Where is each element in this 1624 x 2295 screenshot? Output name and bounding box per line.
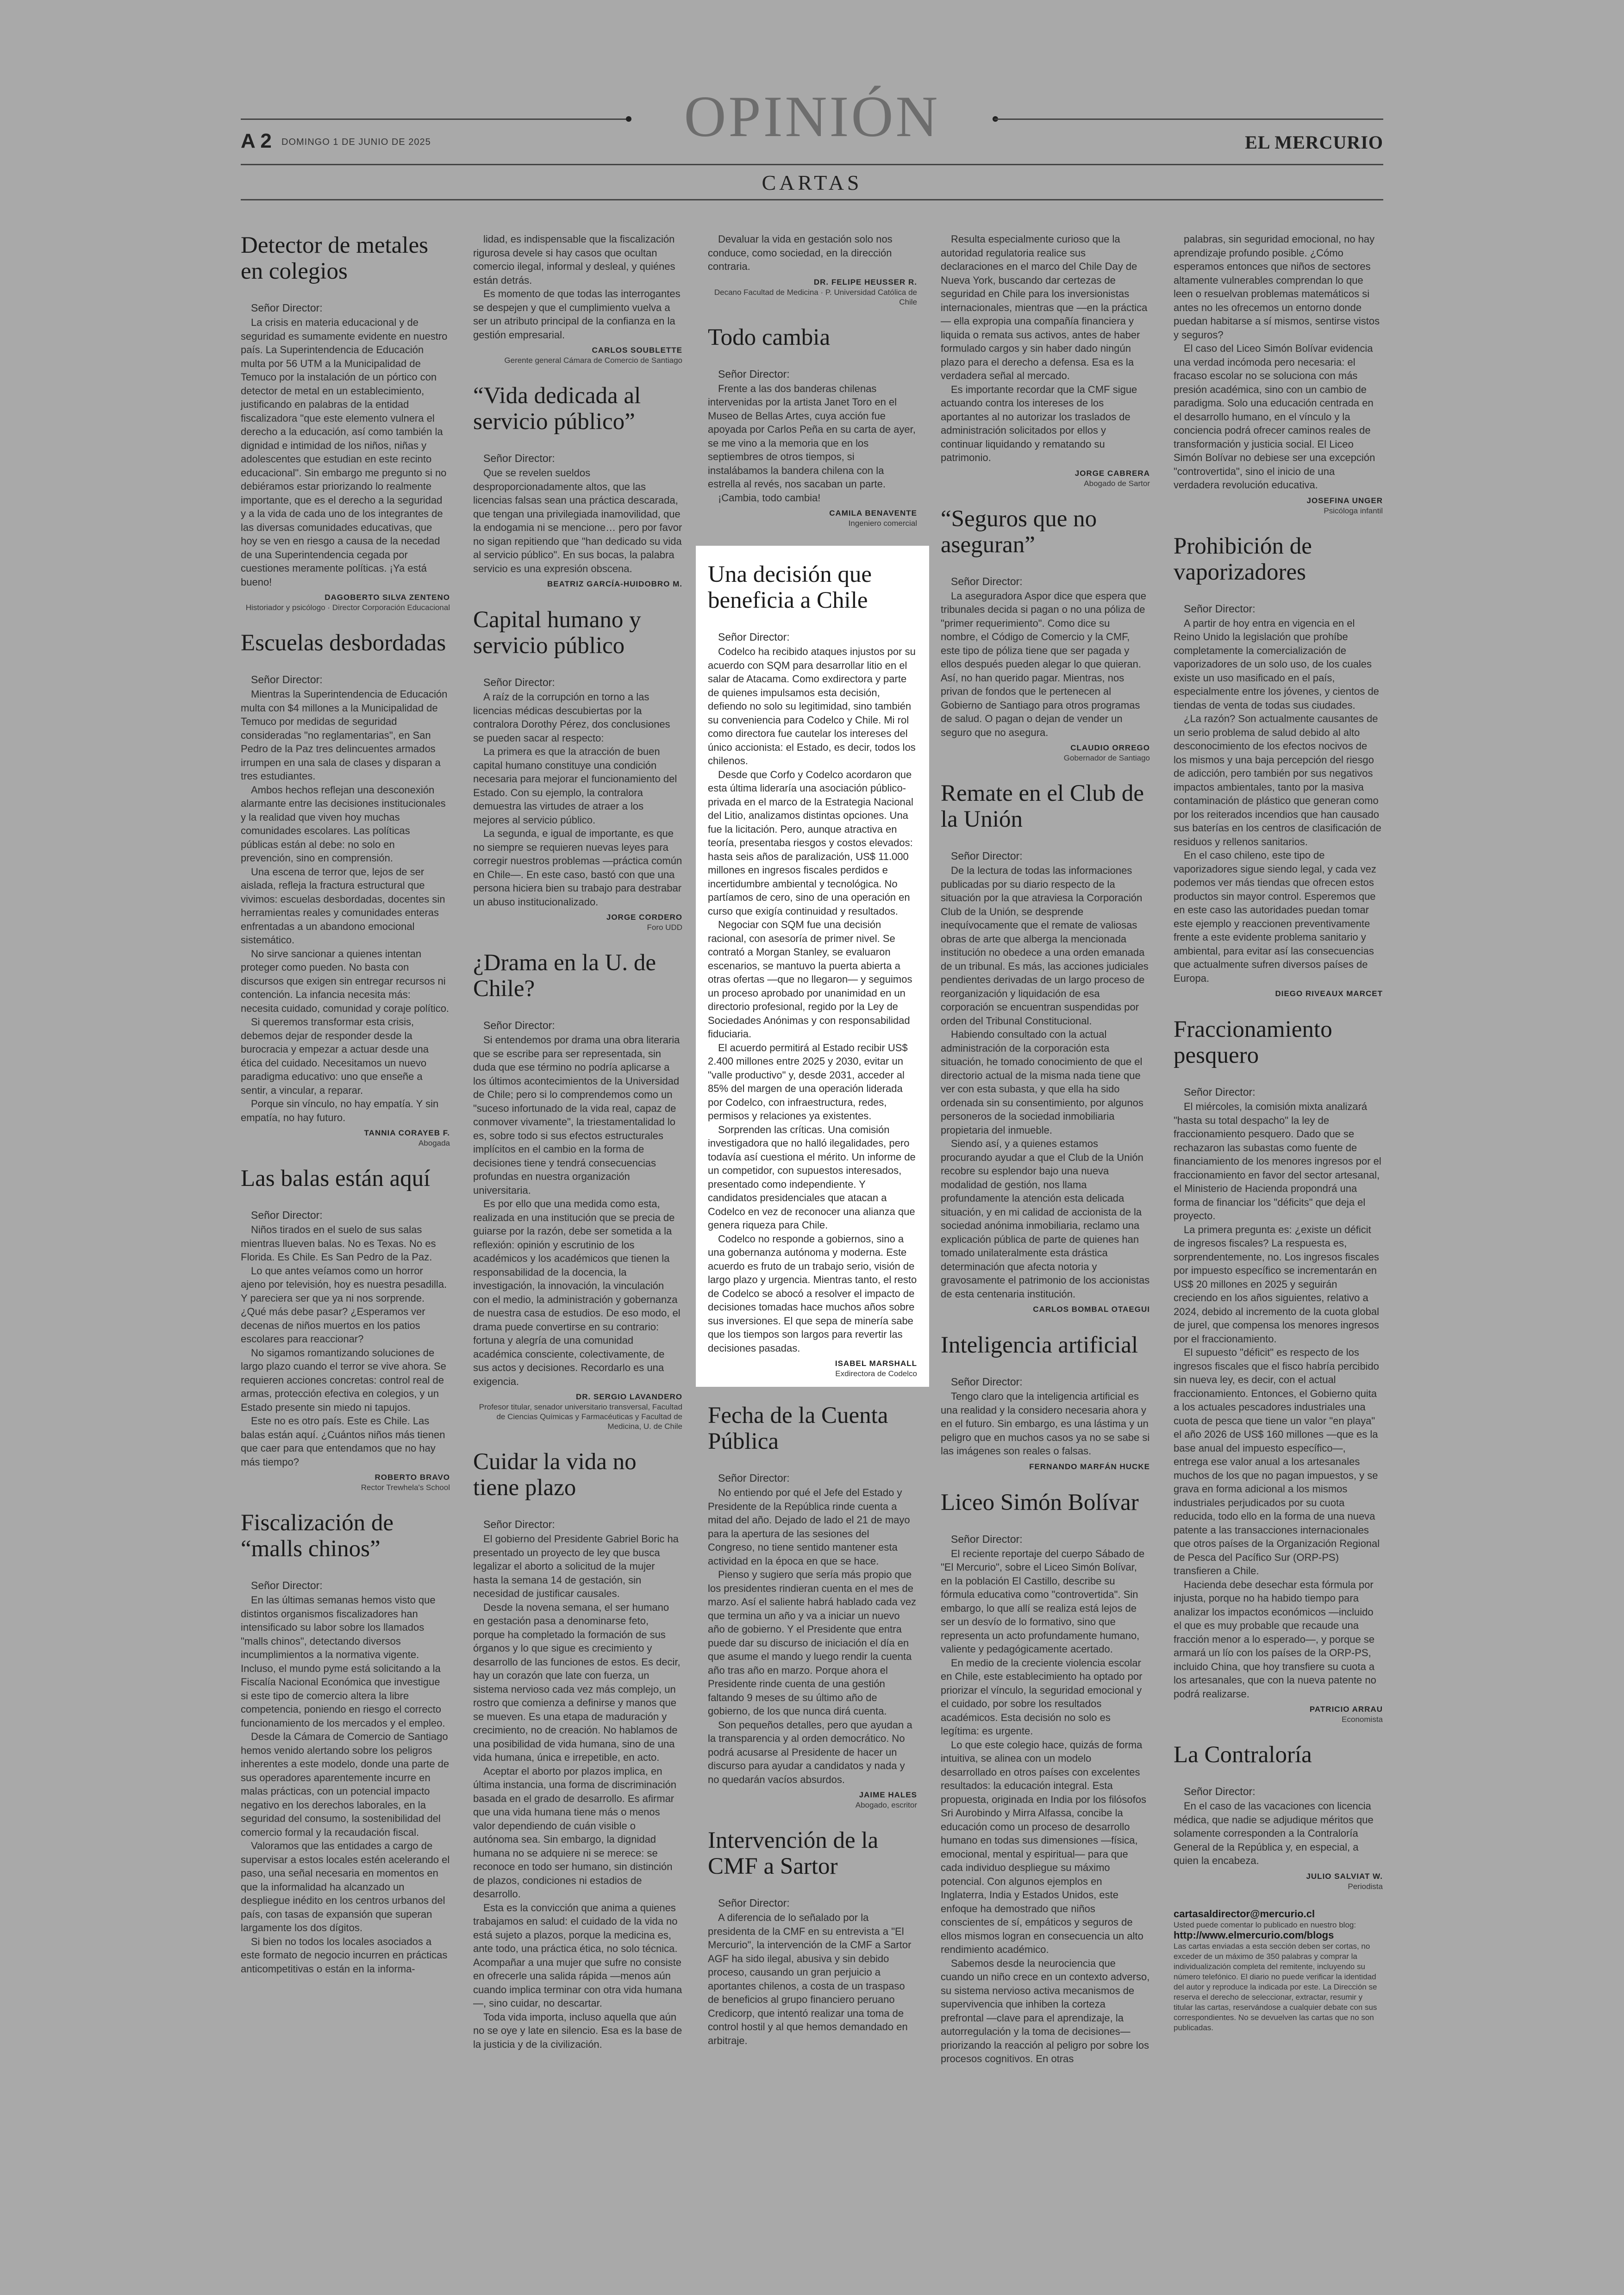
column-3 [708, 232, 917, 2065]
letter-affiliation: Abogada [418, 1139, 450, 1148]
letter-paragraph: Esta es la convicción que anima a quienes trabajamos en salud: el cuidado de la vida no está sujeto a plazos, porque la medicina es, ante todo, una práctica ética, no solo técnica. Acompañar a una mujer que sufre no consiste en ofrecerle una salida rápida —menos aún cuando implica terminar con otra vida humana—, sino cuidar, no descartar. [473, 1902, 682, 2009]
letter-paragraph: Toda vida importa, incluso aquella que aún no se oye y late en silencio. Esa es la base de la justicia y de la civilización. [473, 2011, 682, 2050]
letter-title: “Vida dedicada al servicio público” [473, 383, 641, 435]
letter-signature: ISABEL MARSHALL [835, 1359, 917, 1368]
letter-paragraph: Aceptar el aborto por plazos implica, en última instancia, una forma de discriminación basada en el grado de desarrollo. Es afirmar que una vida humana tiene más o menos valor dependiendo de cuán visible o autónoma sea. Sin embargo, la dignidad humana no se adquiere ni se merece: se reconoce en todo ser humano, sin distinción de plazos, condiciones ni estadios de desarrollo. [473, 1765, 676, 1900]
letter-paragraph: Niños tirados en el suelo de sus salas mientras llueven balas. No es Texas. No es Florida. Es Chile. Es San Pedro de la Paz. [241, 1224, 436, 1263]
letter-paragraph: Si entendemos por drama una obra literaria que se escribe para ser representada, sin duda que ese término no podría aplicarse a los últimos acontecimientos de la Universidad de Chile; pero si lo comprendemos como un "suceso infortunado de la vida real, capaz de conmover vivamente", la triestamentalidad lo es, sobre todo si sus efectos estructurales implícitos en el cambio en la forma de decisiones tiene y tendrá consecuencias profundas en nuestra organización universitaria. [473, 1034, 680, 1196]
column-2 [473, 232, 682, 2069]
letter-paragraph: Es por ello que una medida como esta, realizada en una institución que se precia de guiarse por la razón, debe ser sometida a la reflexión: opinión y escrutinio de los académicos y los académicos que tienen la responsabilidad de la docencia, la investigación, la innovación, la vinculación con el medio, la administración y gobernanza de nuestra casa de estudios. De eso modo, el drama puede convertirse en su contrario: fortuna y alegría de una comunidad académica consciente, colectivamente, de sus actos y decisiones. Recordarlo es una exigencia. [473, 1198, 681, 1387]
letter-signature: BEATRIZ GARCÍA-HUIDOBRO M. [547, 580, 682, 588]
letter-signature: JORGE CABRERA [1074, 468, 1150, 478]
header-rule-left [241, 118, 630, 120]
letter-paragraph: De la lectura de todas las informaciones publicadas por su diario respecto de la situación por la que atraviesa la Corporación Club de la Unión, se desprende inequívocamente que el remate de valiosas obras de arte que alberga la mencionada institución no obedece a una orden emanada de un tribunal. Es más, las acciones judiciales pendientes derivadas de un largo proceso de reorganización y liquidación de esa corporación se encuentran suspendidas por orden del Tribunal Constitucional. [941, 865, 1149, 1027]
letter [473, 383, 682, 589]
letter-paragraph: Habiendo consultado con la actual administración de la corporación esta situación, he tomado conocimiento de que el directorio actual de la misma nada tiene que ver con esta subasta, y que ella ha sido ordenada sin su consentimiento, por algunos personeros de la sociedad inmobiliaria propietaria del inmueble. [941, 1029, 1143, 1136]
letter-paragraph: Codelco ha recibido ataques injustos por su acuerdo con SQM para desarrollar litio en el salar de Atacama. Como exdirectora y parte de quienes impulsamos esta decisión, defiendo no solo su legitimidad, sino también su conveniencia para Codelco y Chile. Mi rol como directora fue cautelar los intereses del único accionista: el Estado, es decir, todos los chilenos. [708, 646, 916, 767]
letter-signature: CLAUDIO ORREGO [1070, 743, 1150, 752]
header-rule-full [241, 164, 1383, 165]
letter-title: Cuidar la vida no tiene plazo [473, 1449, 637, 1501]
letter-salutation: Señor Director: [483, 1518, 555, 1530]
letter-title: Una decisión que beneficia a Chile [708, 561, 872, 613]
letter-paragraph: Codelco no responde a gobiernos, sino a una gobernanza autónoma y moderna. Este acuerdo es fruto de un trabajo serio, visión de largo plazo y urgencia. Mientras tanto, el resto de Codelco se abocó a resolver el impacto de decisiones tomadas hace muchos años sobre sus inversiones. El que sepa de minería sabe que los tiempos son largos para revertir las decisiones pasadas. [708, 1233, 917, 1354]
letter-paragraph: Que se revelen sueldos desproporcionadamente altos, que las licencias falsas sean una práctica descarada, que tengan una privilegiada inamovilidad, que la endogamia ni se mencione… pero por favor no sigan repitiendo que "han dedicado su vida al servicio público". En sus bocas, la palabra servicio es una expresión obscena. [473, 467, 682, 574]
contact-email[interactable]: cartasaldirector@mercurio.cl [1174, 1908, 1315, 1920]
letter [473, 607, 682, 932]
letter-signature: DAGOBERTO SILVA ZENTENO [325, 593, 450, 602]
letter [1174, 1017, 1383, 1724]
letter-paragraph: Sorprenden las críticas. Una comisión investigadora que no halló ilegalidades, pero todavía así cuestiona el mérito. Un informe de un competidor, con supuestos interesados, presentado como independiente. Y candidatos presidenciales que atacan a Codelco en vez de reconocer una alianza que genera riqueza para Chile. [708, 1123, 916, 1231]
letter [708, 324, 917, 529]
letter-title: Remate en el Club de la Unión [941, 780, 1144, 832]
letter-affiliation: Gobernador de Santiago [1063, 754, 1150, 762]
letter-salutation: Señor Director: [718, 631, 790, 643]
letter-signature: DIEGO RIVEAUX MARCET [1275, 989, 1383, 998]
letter [473, 950, 682, 1431]
letter-paragraph: A raíz de la corrupción en torno a las licencias médicas descubiertas por la contralora Dorothy Pérez, dos conclusiones se pueden sacar al respecto: [473, 691, 670, 744]
letter [473, 232, 682, 365]
letter-salutation: Señor Director: [1184, 602, 1255, 615]
letter-signature: DR. FELIPE HEUSSER R. [813, 277, 917, 287]
letter-signature: ROBERTO BRAVO [375, 1473, 450, 1482]
blog-link[interactable]: http://www.elmercurio.com/blogs [1174, 1929, 1334, 1941]
letter-paragraph: A partir de hoy entra en vigencia en el Reino Unido la legislación que prohíbe completamente la comercialización de vaporizadores de un solo uso, de los cuales existe un uso masificado en el país, especialmente entre los jóvenes, y cientos de tiendas de venta de todas sus ciudades. [1174, 617, 1379, 711]
letter-paragraph: Sabemos desde la neurociencia que cuando un niño crece en un contexto adverso, su sistema nervioso activa mecanismos de supervivencia que inhiben la corteza prefrontal —clave para el aprendizaje, la autorregulación y la toma de decisiones— priorizando la reacción al peligro por sobre los procesos cognitivos. En otras [941, 1957, 1150, 2064]
letter-salutation: Señor Director: [951, 575, 1023, 587]
letter-signature: CARLOS BOMBAL OTAEGUI [1033, 1305, 1150, 1314]
letter-salutation: Señor Director: [483, 1019, 555, 1031]
letter-paragraph: Ambos hechos reflejan una desconexión alarmante entre las decisiones institucionales y la realidad que viven hoy muchas comunidades escolares. Las políticas públicas están al debe: no solo en prevención, sino en comprensión. [241, 784, 446, 864]
page-date: DOMINGO 1 DE JUNIO DE 2025 [281, 137, 431, 147]
letter-paragraph: Desde la Cámara de Comercio de Santiago hemos venido alertando sobre los peligros inherentes a este modelo, donde una parte de sus operadores aparentemente incurre en malas prácticas, con un potencial impacto negativo en los derechos laborales, en la seguridad del consumo, la sostenibilidad del comercio formal y la recaudación fiscal. [241, 1731, 450, 1838]
featured-letter [696, 546, 929, 1387]
letter-paragraph: La primera pregunta es: ¿existe un déficit de ingresos fiscales? La respuesta es, sorprendentemente, no. Los ingresos fiscales por impuesto específico se incrementarán en US$ 20 millones en 2025 y seguirán creciendo en los años siguientes, relativo a 2024, debido al incremento de la cuota global de jurel, que compensa los menores ingresos por el fraccionamiento. [1174, 1223, 1379, 1345]
letter-paragraph: No sigamos romantizando soluciones de largo plazo cuando el terror se vive ahora. Se requieren acciones concretas: control real de armas, protección efectiva en colegios, y un Estado presente sin miedo ni tapujos. [241, 1347, 446, 1413]
letter-salutation: Señor Director: [951, 1533, 1023, 1545]
letter [1174, 533, 1383, 999]
letter-paragraph: Siendo así, y a quienes estamos procurando ayudar a que el Club de la Unión recobre su esplendor bajo una nueva modalidad de gestión, nos llama profundamente la atención esta delicada situación, y en mi calidad de accionista de la sociedad anónima inmobiliaria, reclamo una explicación pública de parte de quienes han tomado unilateralmente esta drástica determinación que afecta notoria y gravosamente el patrimonio de los accionistas de esta centenaria institución. [941, 1138, 1150, 1300]
letter-affiliation: Profesor titular, senador universitario transversal, Facultad de Ciencias Químicas y Farmacéuticas y Facultad de Medicina, U. de Chile [479, 1403, 682, 1431]
letter [241, 1166, 450, 1492]
letter-signature: TANNIA CORAYEB F. [364, 1129, 450, 1137]
letter-title: Todo cambia [708, 324, 831, 350]
letter [941, 506, 1150, 763]
letter-title: La Contraloría [1174, 1742, 1312, 1768]
column-4 [941, 232, 1150, 2083]
letter-salutation: Señor Director: [718, 1472, 790, 1484]
letter-paragraph: Tengo claro que la inteligencia artificial es una realidad y la considero necesaria ahora y en el futuro. Sin embargo, es una lástima y un peligro que en muchos casos ya no se sabe si las imágenes son reales o falsas. [941, 1391, 1150, 1457]
letter [1174, 232, 1383, 516]
letter-affiliation: Ingeniero comercial [848, 519, 917, 528]
letter-title: Fecha de la Cuenta Pública [708, 1403, 888, 1454]
letter-salutation: Señor Director: [1184, 1785, 1255, 1797]
letter-title: Prohibición de vaporizadores [1174, 533, 1312, 585]
letter-paragraph: El gobierno del Presidente Gabriel Boric ha presentado un proyecto de ley que busca legalizar el aborto a solicitud de la mujer hasta la semana 14 de gestación, sin necesidad de justificar causales. [473, 1533, 679, 1599]
letter [941, 1490, 1150, 2066]
letter-affiliation: Exdirectora de Codelco [835, 1369, 917, 1378]
letter-signature: JULIO SALVIAT W. [1306, 1871, 1383, 1881]
letter-paragraph: En el caso chileno, este tipo de vaporizadores sigue siendo legal, y cada vez podemos ver más tiendas que ofrecen estos productos sin mayor control. Esperemos que en este caso las autoridades puedan tomar este ejemplo y reaccionen preventivamente frente a este evidente problema sanitario y ambiental, para evitar así las consecuencias que actualmente sufren diversos países de Europa. [1174, 849, 1376, 984]
letter-salutation: Señor Director: [951, 850, 1023, 862]
letter [941, 780, 1150, 1315]
letter-paragraph: Resulta especialmente curioso que la autoridad regulatoria realice sus declaraciones en el marco del Chile Day de Nueva York, buscando dar certezas de seguridad en Chile para los inversionistas internacionales, mientras que —en la práctica— ella expropia una compañía financiera y liquida o remata sus activos, antes de haber formulado cargos y sin haber dado ningún plazo para el derecho a defensa. Esa es la verdadera señal al mercado. [941, 233, 1148, 381]
letter-signature: JOSEFINA UNGER [1306, 496, 1383, 505]
letter-affiliation: Abogado de Sartor [1084, 479, 1150, 488]
letter-paragraph: palabras, sin seguridad emocional, no hay aprendizaje profundo posible. ¿Cómo esperamos entonces que niños de sectores altamente vulnerables comprendan lo que leen o resuelvan problemas matemáticos si antes no les ofrecemos un entorno donde puedan habitarse a sí mismos, sentirse vistos y seguros? [1174, 233, 1380, 341]
letter-paragraph: Hacienda debe desechar esta fórmula por injusta, porque no ha habido tiempo para analizar los impactos económicos —incluido el que es muy probable que recaude una fracción menor a lo esperado—, y porque se armará un lío con los países de la ORP-PS, incluido China, que hoy transfiere su cuota a los artesanales, que con la nueva patente no podrá realizarse. [1174, 1578, 1376, 1700]
letter-paragraph: La primera es que la atracción de buen capital humano constituye una condición necesaria para mejorar el funcionamiento del Estado. Con su ejemplo, la contralora demuestra las virtudes de atraer a los mejores al servicio público. [473, 746, 677, 826]
letter-paragraph: Si queremos transformar esta crisis, debemos dejar de responder desde la burocracia y empezar a actuar desde una ética del cuidado. Necesitamos un nuevo paradigma educativo: uno que enseñe a sentir, a vincular, a reparar. [241, 1016, 429, 1096]
letter-title: Liceo Simón Bolívar [941, 1489, 1139, 1515]
letter-salutation: Señor Director: [251, 1579, 323, 1591]
letter-paragraph: Negociar con SQM fue una decisión racional, con asesoría de primer nivel. Se contrató a Morgan Stanley, se evaluaron escenarios, se mantuvo la puerta abierta a otras ofertas —que no llegaron— y seguimos un proceso aprobado por unanimidad en un directorio profesional, regido por la Ley de Sociedades Anónimas y con responsabilidad fiduciaria. [708, 919, 912, 1040]
letter-paragraph: ¿La razón? Son actualmente causantes de un serio problema de salud debido al alto desconocimiento de los efectos nocivos de los mismos y una baja percepción del riesgo de adicción, pero también por sus negativos impactos ambientales, tanto por la masiva contaminación de plástico que generan como por los reiterados incendios que han causado sus baterías en los centros de clasificación de residuos y rellenos sanitarios. [1174, 713, 1381, 848]
letter [473, 1449, 682, 2051]
letter-paragraph: lidad, es indispensable que la fiscalización rigurosa devele si hay casos que ocultan comercio ilegal, informal y desleal, y quiénes están detrás. [473, 233, 675, 286]
letter-title: Fiscalización de “malls chinos” [241, 1510, 394, 1562]
letter-paragraph: Frente a las dos banderas chilenas intervenidas por la artista Janet Toro en el Museo de Bellas Artes, cuya acción fue apoyada por Carlos Peña en su carta de ayer, se me vino a la memoria que en los septiembres de otros tiempos, si instalábamos la bandera chilena con la estrella al revés, nos sacaban un parte. [708, 382, 916, 490]
letter-signature: DR. SERGIO LAVANDERO [576, 1392, 682, 1401]
letter-title: Las balas están aquí [241, 1166, 431, 1191]
letter-title: Escuelas desbordadas [241, 630, 446, 656]
page-number: A 2 [241, 130, 272, 152]
letter-signature: JAIME HALES [859, 1790, 917, 1799]
letter-paragraph: Lo que este colegio hace, quizás de forma intuitiva, se alinea con un modelo desarrollado en otros países con excelentes resultados: la educación integral. Esta propuesta, originada en India por los filósofos Sri Aurobindo y Mirra Alfassa, concibe la educación como un proceso de desarrollo humano en todas sus dimensiones —física, emocional, mental y espiritual— para que cada individuo despliegue su máximo potencial. Con algunos ejemplos en Inglaterra, India y Estados Unidos, este enfoque ha demostrado que niños conscientes de sí, empáticos y seguros de ellos mismos logran en consecuencia un alto rendimiento académico. [941, 1739, 1146, 1955]
letter-paragraph: La crisis en materia educacional y de seguridad es sumamente evidente en nuestro país. La Superintendencia de Educación multa por 56 UTM a la Municipalidad de Temuco por la instalación de un pórtico con detector de metal en un establecimiento, justificando en palabras de la entidad fiscalizadora "que este elemento vulnera el derecho a la educación, así como también la dignidad e intimidad de los niños, niñas y adolescentes que estudian en este recinto educacional". Sin embargo me pregunto si no debiéramos estar priorizando lo realmente importante, que es el derecho a la seguridad y a la vida de cada uno de los integrantes de las diversas comunidades educativas, que hoy se ven en riesgo a causa de la necedad de una Superintendencia cegada por cuestiones meramente políticas. ¡Ya está bueno! [241, 317, 448, 588]
letter [941, 232, 1150, 488]
letter-paragraph: Una escena de terror que, lejos de ser aislada, refleja la fractura estructural que vivimos: escuelas desbordadas, docentes sin herramientas reales y comunidades enteras enfrentadas a un abandono emocional sistemático. [241, 866, 445, 946]
letters-policy-note: Las cartas enviadas a esta sección deben ser cortas, no exceder de un máximo de 350 palabras y comprar la individualización completa del remitente, incluyendo su número telefónico. El diario no puede verificar la identidad del autor y reproduce la indicada por este. La Dirección se reserva el derecho de seleccionar, extractar, resumir y titular las cartas, reservándose a cualquier debate con sus correspondientes. No se devuelven las cartas que no son publicadas. [1174, 1941, 1377, 2032]
letter-salutation: Señor Director: [951, 1376, 1023, 1388]
letter-paragraph: A diferencia de lo señalado por la presidenta de la CMF en su entrevista a "El Mercurio", la intervención de la CMF a Sartor AGF ha sido ilegal, abusiva y sin debido proceso, causando un gran perjuicio a aportantes chilenos, a costa de un traspaso de beneficios al grupo financiero peruano Credicorp, que intentó realizar una toma de control hostil y al que hemos demandado en arbitraje. [708, 1912, 912, 2046]
letter-paragraph: Valoramos que las entidades a cargo de supervisar a estos locales estén acelerando el paso, una señal necesaria en momentos en que la informalidad ha alcanzado un despliegue inédito en los centros urbanos del país, con tasas de expansión que superan largamente los dos dígitos. [241, 1840, 450, 1933]
letter-paragraph: La segunda, e igual de importante, es que no siempre se requieren nuevas leyes para corregir nuestros problemas —práctica común en Chile—. En este caso, bastó con que una persona hiciera bien su trabajo para destrabar un abuso institucionalizado. [473, 828, 682, 908]
letter-salutation: Señor Director: [718, 368, 790, 380]
letter-salutation: Señor Director: [483, 676, 555, 688]
letter-title: Inteligencia artificial [941, 1332, 1138, 1358]
letter-affiliation: Abogado, escritor [855, 1801, 917, 1809]
letter-paragraph: Desde que Corfo y Codelco acordaron que esta última lideraría una asociación público-privada en el marco de la Estrategia Nacional del Litio, analizamos distintas opciones. Una fue la licitación. Pero, aunque atractiva en teoría, presentaba riesgos y costos elevados: hasta seis años de paralización, US$ 11.000 millones en ingresos fiscales perdidos e incertidumbre ambiental y tecnológica. No partíamos de cero, sino de una operación en curso que exigía continuidad y resultados. [708, 768, 913, 917]
letter-salutation: Señor Director: [718, 1897, 790, 1909]
letter-paragraph: Si bien no todos los locales asociados a este formato de negocio incurren en prácticas anticompetitivas o están en la informa- [241, 1935, 448, 1975]
letter-paragraph: Es importante recordar que la CMF sigue actuando contra los intereses de los aportantes al no autorizar los traslados de administración solicitados por ellos y continuar liquidando y rematando su patrimonio. [941, 383, 1137, 463]
letter-paragraph: Este no es otro país. Este es Chile. Las balas están aquí. ¿Cuántos niños más tienen que caer para que entendamos que no hay más tiempo? [241, 1415, 445, 1468]
header-rule-right [994, 118, 1383, 120]
letter-signature: JORGE CORDERO [606, 913, 682, 922]
letter-title: Fraccionamiento pesquero [1174, 1017, 1332, 1068]
letter-title: Intervención de la CMF a Sartor [708, 1827, 879, 1879]
letter-affiliation: Foro UDD [647, 923, 682, 932]
letter-paragraph: Es momento de que todas las interrogantes se despejen y que el cumplimiento vuelva a ser un atributo principal de la confianza en la gestión empresarial. [473, 288, 681, 341]
letter-paragraph: No entiendo por qué el Jefe del Estado y Presidente de la República rinde cuenta a mitad del año. Dejado de lado el 21 de mayo para la apertura de las sesiones del Congreso, no tiene sentido mantener esta actividad en la época en que se hace. [708, 1487, 910, 1567]
letter [241, 630, 450, 1148]
letter-salutation: Señor Director: [483, 452, 555, 464]
letter-paragraph: El miércoles, la comisión mixta analizará "hasta su total despacho" la ley de fraccionamiento pesquero. Dado que se rechazaron las subastas como fuente de financiamiento de los menores ingresos por el fraccionamiento en favor del sector artesanal, el Ministerio de Hacienda propondrá una forma de financiar los "déficits" que deja el proyecto. [1174, 1101, 1381, 1222]
letter [241, 232, 450, 612]
blog-intro: Usted puede comentar lo publicado en nuestro blog: [1174, 1920, 1356, 1929]
letter-signature: CARLOS SOUBLETTE [592, 346, 682, 355]
letter [708, 1403, 917, 1810]
letter [708, 232, 917, 307]
letter-signature: PATRICIO ARRAU [1309, 1705, 1383, 1714]
column-1 [241, 232, 450, 1993]
letter-affiliation: Decano Facultad de Medicina · P. Universidad Católica de Chile [714, 287, 917, 306]
subsection-title: CARTAS [762, 171, 862, 194]
letter-paragraph: Mientras la Superintendencia de Educación multa con $4 millones a la Municipalidad de Temuco por medidas de seguridad consideradas "no reglamentarias", en San Pedro de la Paz tres delincuentes armados irrumpen en una sala de clases y disparan a tres estudiantes. [241, 688, 448, 782]
letter-paragraph: El supuesto "déficit" es respecto de los ingresos fiscales que el fisco habría percibido sin nueva ley, es decir, con el actual fraccionamiento. Entonces, el Gobierno quita a los actuales pescadores industriales una cuota de pesca que tiene un valor "en playa" el año 2026 de US$ 160 millones —que es la base anual del impuesto específico—, entrega ese valor anual a los artesanales muchos de los que no pagan impuestos, y se grava en forma adicional a los mismos industriales perjudicados por su cuota reducida, todo ello en la forma de una nueva patente a las transacciones internacionales que otros países de la Organización Regional de Pesca del Pacífico Sur (ORP-PS) transfieren a Chile. [1174, 1347, 1380, 1577]
letter-paragraph: Son pequeños detalles, pero que ayudan a la transparencia y al orden democrático. No podrá acusarse al Presidente de hacer un discurso para ayudar a candidatos y nada y no quedarán vacíos absurdos. [708, 1719, 912, 1785]
letter-paragraph: Porque sin vínculo, no hay empatía. Y sin empatía, no hay futuro. [241, 1098, 439, 1123]
letter-salutation: Señor Director: [251, 674, 323, 686]
letter-paragraph: Desde la novena semana, el ser humano en gestación pasa a denominarse feto, porque ha completado la formación de sus órganos y lo que sigue es crecimiento y desarrollo de las funciones de estos. Es decir, hay un corazón que late con fuerza, un sistema nervioso cada vez más complejo, un rostro que comienza a definirse y manos que se mueven. Es una etapa de maduración y crecimiento, no de creación. No hablamos de una posibilidad de vida humana, sino de una vida humana, única e irrepetible, en acto. [473, 1601, 681, 1763]
letter-title: Detector de metales en colegios [241, 232, 428, 284]
letter-affiliation: Psicóloga infantil [1324, 506, 1383, 515]
letter-paragraph: La aseguradora Aspor dice que espera que tribunales decida si pagan o no una póliza de "primer requerimiento". Como dice su nombre, el Código de Comercio y la CMF, este tipo de póliza tiene que ser pagada y ellos después pueden alegar lo que quieran. Así, no han querido pagar. Mientras, nos privan de fondos que le pertenecen al Gobierno de Santiago para otros programas de salud. O pagan o dejan de vender un seguro que no asegura. [941, 590, 1146, 738]
letter-title: ¿Drama en la U. de Chile? [473, 950, 656, 1002]
letter-paragraph: En medio de la creciente violencia escolar en Chile, este establecimiento ha optado por priorizar el vínculo, la seguridad emocional y el cuidado, por sobre los resultados académicos. Esta decisión no solo es legítima: es urgente. [941, 1657, 1143, 1737]
letter-affiliation: Rector Trewhela's School [361, 1483, 450, 1492]
letter-paragraph: ¡Cambia, todo cambia! [718, 492, 821, 504]
header-dot-left [626, 116, 631, 122]
letter-salutation: Señor Director: [251, 1209, 323, 1221]
letter-salutation: Señor Director: [251, 302, 323, 314]
letter-paragraph: Lo que antes veíamos como un horror ajeno por televisión, hoy es nuestra pesadilla. Y pareciera ser que ya ni nos sorprende. ¿Qué más debe pasar? ¿Esperamos ver decenas de niños muertos en los patios escolares para reaccionar? [241, 1265, 447, 1345]
subsection-rule [241, 199, 1383, 200]
letter-affiliation: Gerente general Cámara de Comercio de Santiago [504, 356, 682, 365]
letter [241, 1510, 450, 1976]
letter-paragraph: El caso del Liceo Simón Bolívar evidencia una verdad incómoda pero necesaria: el fracaso escolar no se soluciona con más presión académica, sino con un cambio de paradigma. Solo una educación centrada en el desarrollo humano, en el vínculo y la conciencia podrá ofrecer caminos reales de transformación y justicia social. El Liceo Simón Bolívar no debiese ser una excepción "controvertida", sino el inicio de una verdadera revolución educativa. [1174, 343, 1375, 491]
letter-affiliation: Economista [1342, 1715, 1383, 1724]
letter-signature: CAMILA BENAVENTE [829, 509, 917, 518]
letter-paragraph: Pienso y sugiero que sería más propio que los presidentes rindieran cuenta en el mes de marzo. Así el saliente habrá hablado cada vez que termina un año y va a iniciar un nuevo año de gobierno. Y el Presidente que entra puede dar su discurso de iniciación el día en que asume el mando y luego rendir la cuenta año tras año en marzo. Porque ahora el Presidente rinde cuenta de una gestión faltando 9 meses de su último año de gobierno, de los que nunca dirá cuenta. [708, 1569, 917, 1717]
letters-footer [1174, 1909, 1383, 2033]
letter-salutation: Señor Director: [1184, 1086, 1255, 1098]
letter-signature: FERNANDO MARFÁN HUCKE [1029, 1462, 1150, 1471]
letter-title: Capital humano y servicio público [473, 607, 641, 659]
letter-paragraph: El acuerdo permitirá al Estado recibir US$ 2.400 millones entre 2025 y 2030, evitar un "valle productivo" y, desde 2031, acceder al 85% del margen de una operación liderada por Codelco, con infraestructura, redes, permisos y relaciones ya existentes. [708, 1041, 908, 1122]
column-5 [1174, 232, 1383, 2033]
newspaper-name: EL MERCURIO [1245, 132, 1383, 153]
letter-paragraph: Devaluar la vida en gestación solo nos conduce, como sociedad, en la dirección contraria. [708, 233, 893, 272]
letter [708, 1827, 917, 2047]
letter-paragraph: El reciente reportaje del cuerpo Sábado de "El Mercurio", sobre el Liceo Simón Bolívar, en la población El Castillo, describe su fórmula educativa como "controvertida". Sin embargo, lo que allí se realiza está lejos de ser un desvío de lo formativo, sino que representa un acto profundamente humano, valiente y pedagógicamente acertado. [941, 1547, 1145, 1655]
letter [941, 1332, 1150, 1472]
letter-affiliation: Periodista [1348, 1882, 1383, 1891]
letter-paragraph: No sirve sancionar a quienes intentan proteger como pueden. No basta con discursos que exigen sin entregar recursos ni contención. La infancia necesita más: necesita cuidado, comunidad y coraje político. [241, 948, 450, 1014]
letter [1174, 1742, 1383, 1891]
letter-title: “Seguros que no aseguran” [941, 505, 1097, 558]
section-title: OPINIÓN [684, 85, 940, 149]
letter-paragraph: En las últimas semanas hemos visto que distintos organismos fiscalizadores han intensificado su labor sobre los llamados "malls chinos", detectando diversos incumplimientos a la normativa vigente. Incluso, el mundo pyme está solicitando a la Fiscalía Nacional Económica que investigue si este tipo de comercio altera la libre competencia, poniendo en riesgo el correcto funcionamiento de los mercados y el empleo. [241, 1594, 445, 1729]
letter-paragraph: En el caso de las vacaciones con licencia médica, que nadie se adjudique méritos que solamente corresponden a la Contraloría General de la República y, en especial, a quien la encabeza. [1174, 1800, 1374, 1866]
letter-affiliation: Historiador y psicólogo · Director Corporación Educacional [245, 603, 450, 612]
